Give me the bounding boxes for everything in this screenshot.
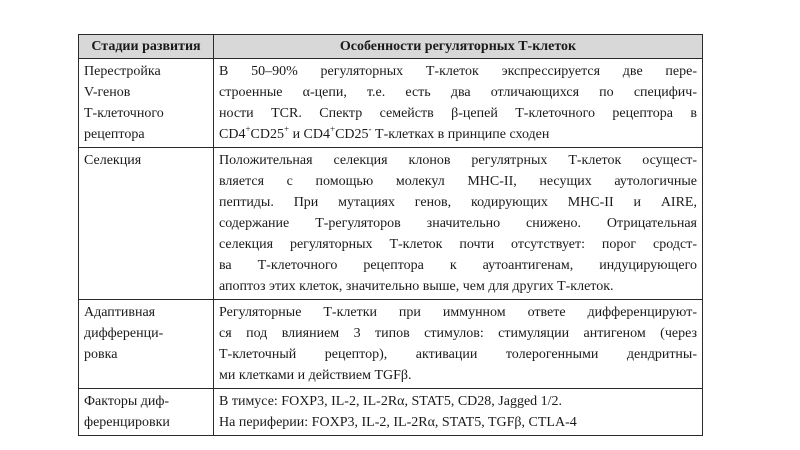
marker-text: CD25 bbox=[335, 127, 369, 142]
stage-line: Т-клеточного bbox=[84, 106, 164, 121]
feature-cell bbox=[214, 300, 703, 389]
regulatory-t-cells-table bbox=[78, 34, 703, 436]
stage-line: ровка bbox=[84, 347, 118, 362]
marker-text: CD25 bbox=[250, 127, 284, 142]
feature-line: вляется с помощью молекул MHC-II, несущих аутологичные bbox=[219, 174, 697, 189]
stage-cell bbox=[79, 389, 214, 436]
feature-line: пептиды. При мутациях генов, кодирующих MHC-II и AIRE, bbox=[219, 195, 697, 210]
stage-line: V-генов bbox=[84, 85, 131, 100]
feature-line: Т-клеточный рецептор), активации толерогенными дендритны- bbox=[219, 347, 697, 362]
marker-text: и CD4 bbox=[289, 127, 331, 142]
stage-line: Селекция bbox=[84, 153, 142, 168]
marker-text: Т-клетках в принципе сходен bbox=[371, 127, 550, 142]
feature-line: ва Т-клеточного рецептора к аутоантигенам, индуцирующего bbox=[219, 258, 697, 273]
table-row bbox=[79, 389, 703, 436]
feature-line: Положительная селекция клонов регулятрных Т-клеток осущест- bbox=[219, 153, 697, 168]
marker-text: CD4 bbox=[219, 127, 246, 142]
header-features: Особенности регуляторных Т-клеток bbox=[214, 35, 703, 59]
stage-line: Перестройка bbox=[84, 64, 161, 79]
feature-line: В 50–90% регуляторных Т-клеток экспрессируется две пере- bbox=[219, 64, 697, 79]
stage-cell bbox=[79, 59, 214, 148]
stage-cell bbox=[79, 300, 214, 389]
stage-line: ференцировки bbox=[84, 415, 170, 430]
feature-line: строенные α-цепи, т.е. есть два отличающихся по специфич- bbox=[219, 85, 697, 100]
feature-cell bbox=[214, 389, 703, 436]
superscript: + bbox=[330, 124, 336, 134]
table-row bbox=[79, 148, 703, 300]
superscript: + bbox=[245, 124, 251, 134]
stage-line: дифференци- bbox=[84, 326, 164, 341]
stage-cell bbox=[79, 148, 214, 300]
table-row bbox=[79, 59, 703, 148]
stage-line: Факторы диф- bbox=[84, 394, 170, 409]
superscript: - bbox=[368, 124, 372, 134]
feature-cell bbox=[214, 148, 703, 300]
feature-cell bbox=[214, 59, 703, 148]
feature-line: Регуляторные Т-клетки при иммунном ответе дифференцируют- bbox=[219, 305, 697, 320]
stage-line: Адаптивная bbox=[84, 305, 156, 320]
feature-line: ми клетками и действием TGFβ. bbox=[219, 368, 412, 383]
stage-line: рецептора bbox=[84, 127, 145, 142]
header-stages: Стадии развития bbox=[79, 35, 214, 59]
feature-line: содержание Т-регуляторов значительно снижено. Отрицательная bbox=[219, 216, 697, 231]
feature-line: ся под влиянием 3 типов стимулов: стимуляции антигеном (через bbox=[219, 326, 697, 341]
feature-line: ности TCR. Спектр семейств β-цепей Т-клеточного рецептора в bbox=[219, 106, 697, 121]
table-row bbox=[79, 300, 703, 389]
feature-line: селекция регуляторных Т-клеток почти отсутствует: порог сродст- bbox=[219, 237, 697, 252]
feature-line: апоптоз этих клеток, значительно выше, чем для других Т-клеток. bbox=[219, 279, 614, 294]
feature-line-markers bbox=[219, 124, 697, 145]
feature-line: На периферии: FOXP3, IL-2, IL-2Rα, STAT5, TGFβ, CTLA-4 bbox=[219, 415, 577, 430]
superscript: + bbox=[283, 124, 290, 134]
feature-line: В тимусе: FOXP3, IL-2, IL-2Rα, STAT5, CD28, Jagged 1/2. bbox=[219, 394, 563, 409]
table-header-row bbox=[79, 35, 703, 59]
